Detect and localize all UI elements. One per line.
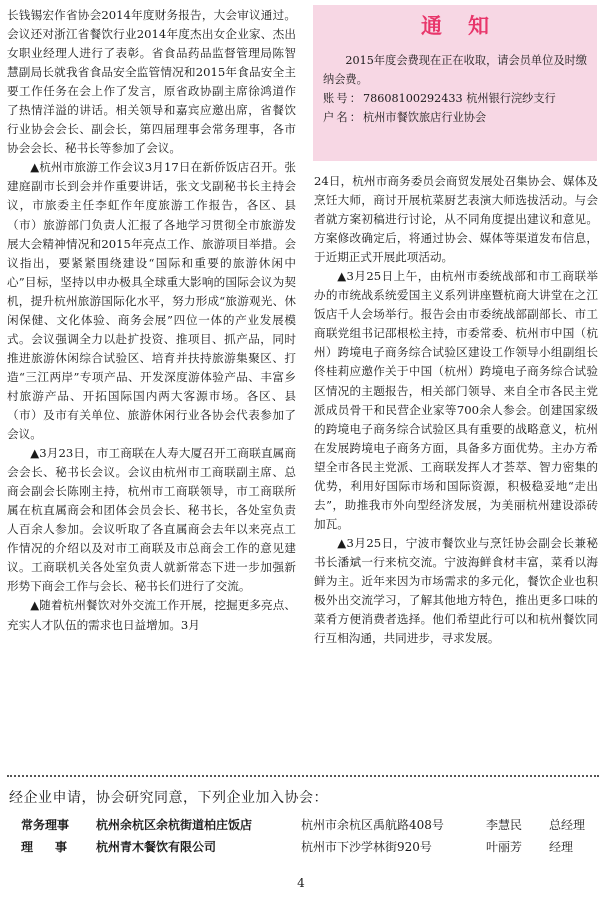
member-row	[21, 838, 596, 856]
member-company: 杭州余杭区余杭街道柏庄饭店	[96, 818, 253, 832]
member-title: 总经理	[549, 818, 586, 832]
member-role: 常务理事	[21, 818, 70, 832]
account-row	[323, 89, 587, 108]
paragraph-ningbo-visit: ▲3月25日，宁波市餐饮业与烹饪协会副会长兼秘书长潘斌一行来杭交流。宁波海鲜食材丰富，菜肴以海鲜为主。近年来因为市场需求的多元化，餐饮企业也积极外出交流学习，了解其他地方特色，推出更多口味的菜肴方便消费者选择。他们希望此行可以和杭州餐饮同行互相沟通，共同进步，寻求发展。	[314, 535, 598, 646]
holder-label: 户名：	[323, 111, 361, 124]
paragraph-provincial-meeting: 长钱锡宏作省协会2014年度财务报告，大会审议通过。会议还对浙江省餐饮行业2014年度杰出女企业家、杰出女职业经理人进行了表彰。省食品药品监督管理局陈智慧副局长就我省食品安全监管情况和2015年食品安全主要工作任务在会上作了发言，原省政协副主席徐鸿道作了热情洋溢的讲话。相关领导和嘉宾应邀出席，省餐饮行业协会会长、副会长，第四届理事会常务理事，各市协会会长、秘书长等参加了会议。	[7, 8, 296, 156]
notice-box	[313, 5, 597, 161]
member-role: 理事	[21, 840, 90, 854]
page-number: 4	[297, 876, 305, 890]
left-article-column	[7, 6, 296, 635]
right-article-column	[314, 172, 598, 648]
notice-body: 2015年度会费现在正在收取，请会员单位及时缴纳会费。	[323, 54, 587, 86]
holder-value: 杭州市餐饮旅店行业协会	[363, 111, 487, 124]
member-address: 杭州市下沙学林街920号	[301, 840, 432, 854]
holder-row	[323, 108, 587, 127]
account-value: 78608100292433 杭州银行浣纱支行	[363, 92, 556, 105]
member-title: 经理	[549, 840, 574, 854]
paragraph-exchange-start: ▲随着杭州餐饮对外交流工作开展，挖掘更多亮点、充实人才队伍的需求也日益增加。3月	[7, 598, 296, 632]
member-row	[21, 816, 596, 834]
notice-title: 通知	[421, 14, 515, 38]
member-address: 杭州市余杭区禹航路408号	[301, 818, 444, 832]
paragraph-exchange-continued: 24日，杭州市商务委员会商贸发展处召集协会、媒体及烹饪大师，商讨开展杭菜厨艺表演大师选拔活动。与会者就方案初稿进行讨论，从不同角度提出建议和意见。方案修改确定后，将通过协会、媒体等渠道发布信息，于近期正式开展此项活动。	[314, 174, 598, 265]
member-contact: 叶丽芳	[486, 840, 523, 854]
dotted-divider	[7, 775, 599, 777]
member-contact: 李慧民	[486, 818, 523, 832]
paragraph-tourism-meeting: ▲杭州市旅游工作会议3月17日在新侨饭店召开。张建庭副市长到会并作重要讲话，张文戈副秘书长主持会议，市旅委主任李虹作年度旅游工作报告，各区、县（市）旅游部门负责人汇报了各地学习贯彻全市旅游发展大会精神情况和2015年亮点工作、旅游项目举措。会议指出，要紧紧围绕建设“国际和重要的旅游休闲中心”目标，坚持以申办极具全球重大影响的国际会议为契机，提升杭州旅游国际化水平，努力形成“旅游观光、休闲保健、文化体验、商务会展”四位一体的产业发展模式。会议强调全力以赴扩投资、推项目、抓产品，同时推进旅游休闲综合试验区、培育并扶持旅游集聚区、打造“三江两岸”专项产品、开发深度游体验产品、丰富乡村旅游产品、开拓国际国内两大客源市场。各区、县（市）及市有关单位、旅游休闲行业各协会代表参加了会议。	[7, 160, 296, 442]
member-company: 杭州青木餐饮有限公司	[96, 840, 217, 854]
account-label: 账号：	[323, 92, 361, 105]
paragraph-commerce-federation: ▲3月23日，市工商联在人寿大厦召开工商联直属商会会长、秘书长会议。会议由杭州市工商联副主席、总商会副会长陈刚主持，杭州市工商联领导，市工商联所属在杭直属商会和团体会员会长、秘书长，各处室负责人百余人参加。会议听取了各直属商会去年以来亮点工作情况的介绍以及对市工商联及市总商会工作的意见建议。工商联机关各处室负责人就新常态下进一步加强新形势下商会工作与会长、秘书长们进行了交流。	[7, 446, 296, 594]
new-members-heading: 经企业申请，协会研究同意，下列企业加入协会：	[9, 790, 328, 806]
paragraph-crossborder-lecture: ▲3月25日上午，由杭州市委统战部和市工商联举办的市统战系统爱国主义系列讲座暨杭商大讲堂在之江饭店千人会场举行。报告会由市委统战部副部长、市工商联党组书记邵根松主持，市委常委、杭州市中国（杭州）跨境电子商务综合试验区建设工作领导小组副组长佟桂莉应邀作关于中国（杭州）跨境电子商务综合试验区情况的主题报告，相关部门领导、来自全市各民主党派成员骨干和民营企业家等700余人参会。创建国家级的跨境电子商务综合试验区具有重要的战略意义，杭州在发展跨境电子商务方面，具备多方面优势。主办方希望全市各民主党派、工商联发挥人才荟萃、智力密集的优势，利用好国际市场和国际资源，积极稳妥地“走出去”，助推我市外向型经济发展，为美丽杭州建设添砖加瓦。	[314, 269, 598, 531]
